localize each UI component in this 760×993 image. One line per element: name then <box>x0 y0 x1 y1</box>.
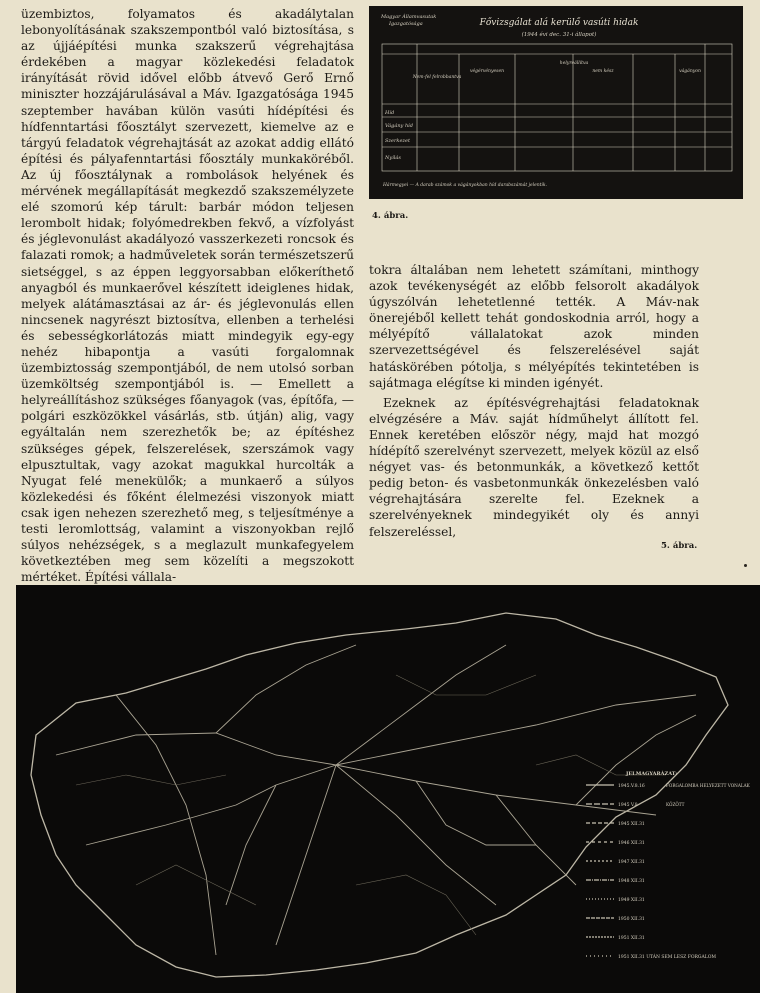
left-paragraph-1: üzembiztos, folyamatos és akadálytalan lebonyolításának szakszempontból való biztosítása, s az újjáépítési munka szakszerű végrehajtása érdekében a magyar közlekedési feladatok irányítását rövid idővel előbb átvevő Gerő Ernő miniszter hozzájárulásával a Máv. Igazgatósága 1945 szeptember havában külön vasúti hídépítési és hídfenntartási főosztályt szervezett, kiemelve az e tárgyú feladatok végrehajtását az azokat addig ellátó építési és pályafenntartási főosztály munkaköréből. Az új főosztálynak a rombolások helyének és mérvének megállapítását megkezdő szakszemélyzete elé szomorú kép tárult: barbár módon teljesen lerombolt hidak; folyómedrekben fekvő, a vízfolyást és jéglevonulást akadályozó vasszerkezeti roncsok és falazati romok; a hadműveletek során természetszerű sietséggel, s az éppen leggyorsabban előkeríthető anyagból és munkaerővel készített ideiglenes hidak, melyek alátámasztásai az ár- és jéglevonulás ellen nincsenek nagyrészt biztosítva, ellenben a terhelési és sebességkorlátozás miatt mindegyik egy-egy nehéz hibapontja a vasúti forgalomnak üzembiztosság szempontjából, de nem utolsó sorban üzemköltség szempontjából is. — Emellett a helyreállításhoz szükséges főanyagok (vas, építőfa, — polgári eszközökkel vásárlás, stb. útján) alig, vagy egyáltalán nem szerezhetők be; az építéshez szükséges gépek, felszerelések, szerszámok vagy elpusztultak, vagy azokat magukkal hurcolták a Nyugat felé menekülők; a munkaerő a súlyos közlekedési és főként élelmezési viszonyok miatt csak igen nehezen szerezhető meg, s teljesítménye a testi leromlottság, valamint a viszonyokban rejlő súlyos nehézségek, s a meglazult munkafegyelem következtében meg sem közelíti a megszokott mértéket. Építési vállala- <box>21 7 354 585</box>
fig4-header-org-2: Igazgatósága <box>389 21 423 27</box>
fig4-title: Fővizsgálat alá kerülő vasúti hidak <box>479 18 639 28</box>
legend-entry-label: 1945 V.8 <box>618 803 638 808</box>
fig4-col-label-5: vágányon <box>679 69 701 74</box>
figure5-railway-map <box>16 585 760 993</box>
fig4-row-label-4: Nyílás <box>385 155 401 161</box>
page-speck <box>744 564 747 567</box>
fig4-footer: Hármegyei — A darab számok a vágányokban híd darabszámát jelentik. <box>383 183 548 188</box>
left-text-column <box>21 6 354 585</box>
fig4-col-label-4: nem kész <box>592 69 614 74</box>
right-paragraph-1: tokra általában nem lehetett számítani, minthogy azok tevékenységét az előbb felsorolt akadályok úgyszólván lehetetlenné tették. A Máv-nak önerejéből kellett tehát gondoskodnia arról, hogy a mélyépítő vállalatokat azok minden szervezettségével és felszerelésével saját hatáskörében pótolja, s mélyépítés tekintetében is sajátmaga elégítse ki minden igényét. <box>369 263 699 390</box>
legend-entry-note: FORGALOMBA HELYEZETT VONALAK <box>666 783 750 788</box>
legend-entry-label: 1945.V.8.16 <box>618 784 645 789</box>
legend-entry-label: 1947 XII.31 <box>618 860 645 865</box>
fig4-row-label-3: Szerkezet <box>385 138 410 144</box>
fig4-header-org-1: Magyar Államvasutak <box>381 14 437 20</box>
fig4-row-label-2: Vágány híd <box>385 123 413 129</box>
fig4-col-label-3: helyreállítva <box>559 61 589 66</box>
legend-entry-label: 1945 XII.31 <box>618 822 645 827</box>
legend-entry-label: 1949 XII.31 <box>618 898 645 903</box>
figure5-caption: 5. ábra. <box>661 541 698 551</box>
legend-entry-label: 1951 XII.31 <box>618 936 645 941</box>
figure4-caption: 4. ábra. <box>372 211 409 221</box>
legend-title: JELMAGYARÁZAT: <box>626 771 678 777</box>
legend-entry-note: KÖZÖTT <box>666 802 685 807</box>
fig4-subtitle: (1944 évi dec. 31-i állapot) <box>521 32 597 38</box>
fig4-row-label-1: Híd <box>385 110 395 116</box>
right-text-column <box>369 262 699 540</box>
figure4-bridge-table <box>369 6 743 199</box>
legend-entry-label: 1951 XII.31 UTÁN SEM LESZ FORGALOM <box>618 955 717 960</box>
legend-entry-label: 1946 XII.31 <box>618 841 645 846</box>
right-paragraph-2: Ezeknek az építésvégrehajtási feladatoknak elvégzésére a Máv. saját hídműhelyt állított fel. Ennek keretében először négy, majd hat mozgó hídépítő szerelvényt szervezett, melyek közül az első négyet vas- és betonmunkák, a következő kettőt pedig beton- és vasbetonmunkák önkezelésben való végrehajtására szerelte fel. Ezeknek a szerelvényeknek mindegyikét oly és annyi felszereléssel, <box>369 395 699 539</box>
map-border <box>31 613 728 977</box>
legend-entry-label: 1948 XII.31 <box>618 879 645 884</box>
fig4-col-label-2: végérvényesen <box>469 69 505 74</box>
fig4-col-label-1: Nem-fel felrobbantva <box>412 75 462 80</box>
legend-entry-label: 1950 XII.31 <box>618 917 645 922</box>
